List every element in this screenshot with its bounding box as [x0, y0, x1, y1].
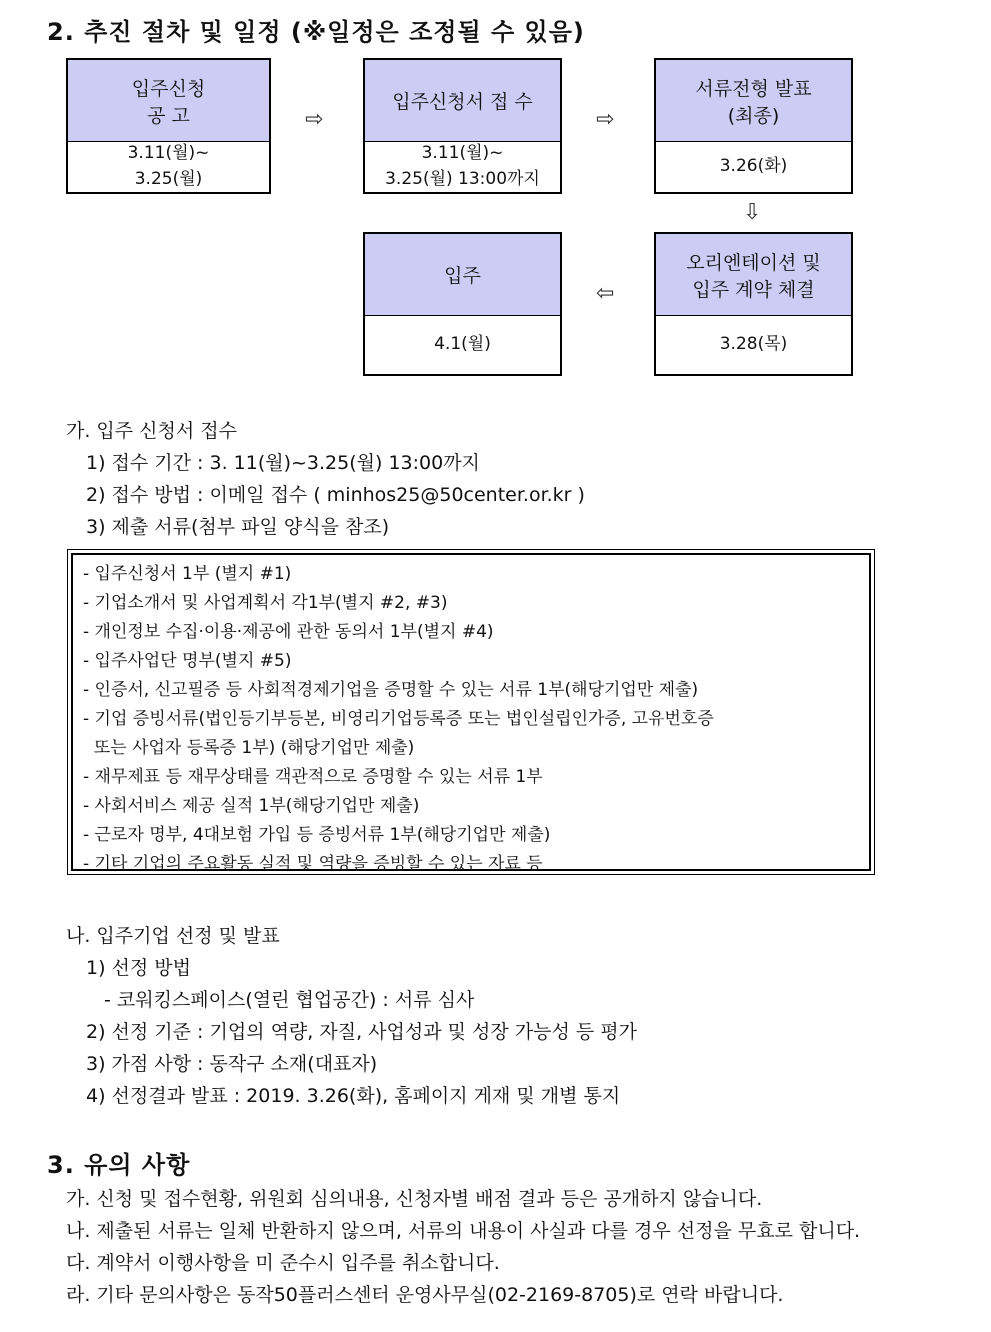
notice-item: 가. 신청 및 접수현황, 위원회 심의내용, 신청자별 배점 결과 등은 공개하지 않습니다.	[66, 1188, 763, 1210]
flow-box-header	[365, 234, 560, 316]
subsection-na-title: 나. 입주기업 선정 및 발표	[66, 925, 280, 947]
arrow-left-icon: ⇦	[596, 281, 615, 306]
flow-box-date-line1: 3.11(월)~	[421, 142, 504, 163]
required-documents-box	[67, 549, 875, 875]
document-item: - 근로자 명부, 4대보험 가입 등 증빙서류 1부(해당기업만 제출)	[83, 825, 551, 845]
na-line-3: 3) 가점 사항 : 동작구 소재(대표자)	[86, 1053, 378, 1075]
flow-box-date	[365, 139, 560, 192]
na-line-4: 4) 선정결과 발표 : 2019. 3.26(화), 홈페이지 게재 및 개별 통지	[86, 1085, 621, 1107]
flow-box-date-line1: 3.28(목)	[719, 333, 788, 354]
document-item: - 사회서비스 제공 실적 1부(해당기업만 제출)	[83, 796, 420, 816]
flow-box-date	[656, 313, 851, 374]
flow-box-header	[365, 60, 560, 142]
flow-box-date-line2: 3.25(월)	[134, 168, 203, 189]
subsection-ga-title: 가. 입주 신청서 접수	[66, 420, 237, 442]
flow-box-date-line1: 3.26(화)	[719, 155, 788, 176]
flow-box-orientation	[654, 232, 853, 376]
notice-item: 라. 기타 문의사항은 동작50플러스센터 운영사무실(02-2169-8705)로 연락 바랍니다.	[66, 1284, 784, 1306]
flow-box-header-line2: 입주 계약 체결	[692, 278, 815, 301]
flow-box-date-line2: 3.25(월) 13:00까지	[385, 168, 540, 189]
section-3-title: 3. 유의 사항	[47, 1151, 191, 1179]
flow-box-date	[656, 139, 851, 192]
na-line-1: 1) 선정 방법	[86, 957, 191, 979]
section-2-title: 2. 추진 절차 및 일정 (※일정은 조정될 수 있음)	[47, 18, 585, 46]
arrow-right-icon: ⇨	[596, 107, 615, 132]
flow-box-announcement	[66, 58, 271, 194]
flow-box-date	[365, 313, 560, 374]
flow-box-header-line2: 공 고	[147, 104, 190, 127]
flow-box-date-line1: 4.1(월)	[434, 333, 491, 354]
flow-box-header-line1: 입주	[444, 265, 481, 287]
document-item: - 입주신청서 1부 (별지 #1)	[83, 564, 292, 584]
ga-line-3: 3) 제출 서류(첨부 파일 양식을 참조)	[86, 516, 390, 538]
flow-box-date-line1: 3.11(월)~	[127, 142, 210, 163]
document-item: - 기타 기업의 주요활동 실적 및 역량을 증빙할 수 있는 자료 등	[83, 854, 543, 874]
flow-box-move-in	[363, 232, 562, 376]
flow-box-header	[68, 60, 269, 142]
flow-box-result	[654, 58, 853, 194]
document-item: - 인증서, 신고필증 등 사회적경제기업을 증명할 수 있는 서류 1부(해당기업만 제출)	[83, 680, 699, 700]
document-item: - 재무제표 등 재무상태를 객관적으로 증명할 수 있는 서류 1부	[83, 767, 543, 787]
flow-box-header	[656, 234, 851, 316]
arrow-right-icon: ⇨	[305, 107, 324, 132]
document-item: 또는 사업자 등록증 1부) (해당기업만 제출)	[83, 738, 415, 758]
na-line-1a: - 코워킹스페이스(열린 협업공간) : 서류 심사	[104, 989, 475, 1011]
document-item: - 입주사업단 명부(별지 #5)	[83, 651, 292, 671]
na-line-2: 2) 선정 기준 : 기업의 역량, 자질, 사업성과 및 성장 가능성 등 평가	[86, 1021, 637, 1043]
notice-item: 나. 제출된 서류는 일체 반환하지 않으며, 서류의 내용이 사실과 다를 경우 선정을 무효로 합니다.	[66, 1220, 861, 1242]
document-item: - 개인정보 수집·이용·제공에 관한 동의서 1부(별지 #4)	[83, 622, 494, 642]
flow-box-header-line1: 오리엔테이션 및	[686, 251, 821, 274]
flow-box-header-line1: 입주신청	[131, 77, 206, 100]
flow-box-header-line2: (최종)	[727, 104, 780, 127]
notice-item: 다. 계약서 이행사항을 미 준수시 입주를 취소합니다.	[66, 1252, 500, 1274]
document-item: - 기업 증빙서류(법인등기부등본, 비영리기업등록증 또는 법인설립인가증, 고유번호증	[83, 709, 714, 729]
flow-box-header-line1: 입주신청서 접 수	[392, 91, 533, 113]
flow-box-date	[68, 139, 269, 192]
document-item: - 기업소개서 및 사업계획서 각1부(별지 #2, #3)	[83, 593, 448, 613]
flow-box-header-line1: 서류전형 발표	[695, 77, 812, 100]
ga-line-2: 2) 접수 방법 : 이메일 접수 ( minhos25@50center.or.kr )	[86, 484, 585, 506]
arrow-down-icon: ⇩	[743, 200, 762, 225]
flow-box-application	[363, 58, 562, 194]
flow-box-header	[656, 60, 851, 142]
required-documents-inner-border	[71, 553, 871, 874]
ga-line-1: 1) 접수 기간 : 3. 11(월)~3.25(월) 13:00까지	[86, 452, 480, 474]
